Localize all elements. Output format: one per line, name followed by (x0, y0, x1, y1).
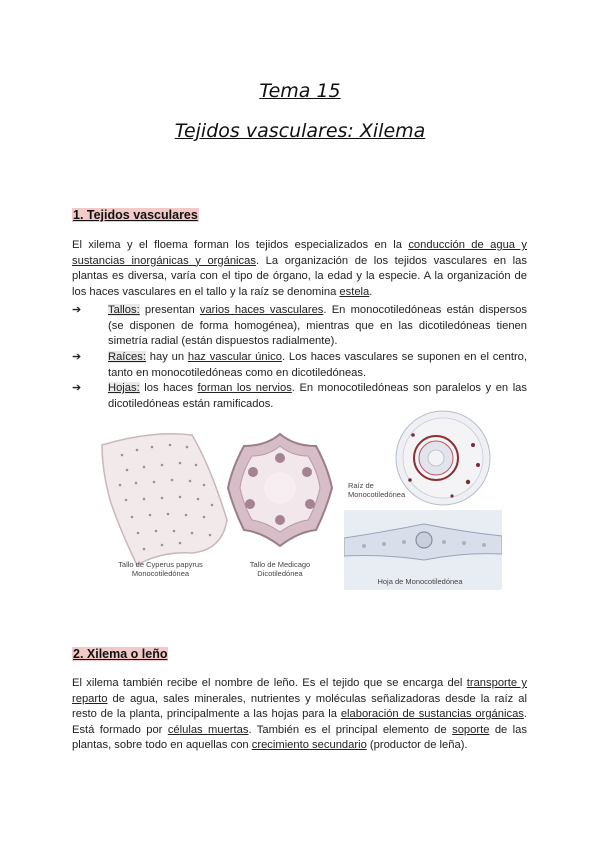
text: . En monocotiledóneas son paralelos y en las dicotiledóneas están ramificados. (108, 382, 527, 410)
underlined-text: transporte y reparto (72, 677, 527, 705)
bullet-label: Tallos: (108, 304, 140, 316)
underlined-text: crecimiento secundario (251, 739, 367, 751)
caption-line: Tallo de Medicago (249, 560, 311, 569)
page-title: Tejidos vasculares: Xilema (174, 120, 426, 142)
xilema-paragraph (72, 676, 527, 754)
caption-line: Monocotiledónea (348, 490, 406, 499)
caption-medicago (220, 560, 340, 578)
underlined-text: soporte (452, 723, 490, 736)
text: El xilema y el floema forman los tejidos especializados en la (72, 239, 409, 251)
text: El xilema también recibe el nombre de leño. Es el tejido que se encarga del (72, 677, 467, 689)
intro-paragraph (72, 238, 527, 300)
section-heading-xilema: 2. Xilema o leño (73, 647, 168, 661)
text: . Está formado por (72, 708, 527, 736)
bullet-hojas (72, 381, 527, 412)
underlined-text: elaboración de sustancias orgánicas (340, 708, 524, 720)
text: . La organización de los tejidos vasculares en las plantas es diversa, varía con el tipo de órgano, la edad y la especie. A la organización de los haces vasculares en el tallo y la raíz se denomina (72, 254, 527, 298)
text: . También es el principal elemento de (248, 723, 453, 736)
caption-line: Dicotiledónea (257, 569, 303, 578)
bullet-raices (72, 350, 527, 381)
bullet-label: Hojas: (108, 382, 140, 394)
bullet-label: Raíces: (108, 351, 146, 363)
bullet-tallos (72, 303, 527, 350)
arrow-icon: ➔ (72, 351, 82, 363)
caption-line: Tallo de Cyperus papyrus (118, 560, 203, 569)
text: hay un (145, 351, 188, 363)
text: los haces (139, 382, 198, 394)
underlined-text: varios haces vasculares (199, 304, 324, 316)
caption-line: Raíz de (348, 481, 374, 490)
arrow-icon: ➔ (72, 382, 82, 394)
underlined-text: células muertas (167, 723, 249, 736)
section-heading-tejidos: 1. Tejidos vasculares (73, 208, 198, 222)
text: . En monocotiledóneas están dispersos (se disponen de forma homogénea), mientras que en las dicotiledóneas tienen simetría radial (están dispuestos radialmente). (108, 304, 527, 347)
underlined-text: forman los nervios (197, 382, 292, 394)
text: de agua, sales minerales, nutrientes y moléculas señalizadoras desde la raíz al resto de la planta, principalmente a las hojas para la (72, 692, 527, 720)
text: . Los haces vasculares se suponen en el centro, tanto en monocotiledóneas como en dicotiledóneas. (108, 351, 527, 379)
topic-title: Tema 15 (259, 80, 341, 102)
caption-line: Monocotiledónea (131, 569, 190, 578)
caption-hoja (360, 577, 480, 586)
underlined-text: haz vascular único (187, 351, 282, 363)
caption-cyperus (98, 560, 223, 578)
text: . (369, 285, 373, 298)
text: de las plantas, sobre todo en aquellas con (72, 723, 527, 751)
text: (productor de leña). (366, 739, 468, 751)
caption-line: Hoja de Monocotiledónea (377, 577, 463, 586)
underlined-text: conducción de agua y sustancias inorgánicas y orgánicas (72, 239, 527, 267)
caption-raiz (348, 481, 408, 499)
underlined-text: estela (339, 285, 370, 298)
text: presentan (139, 304, 200, 316)
figure-medicago-stem (220, 428, 340, 553)
arrow-icon: ➔ (72, 304, 82, 316)
